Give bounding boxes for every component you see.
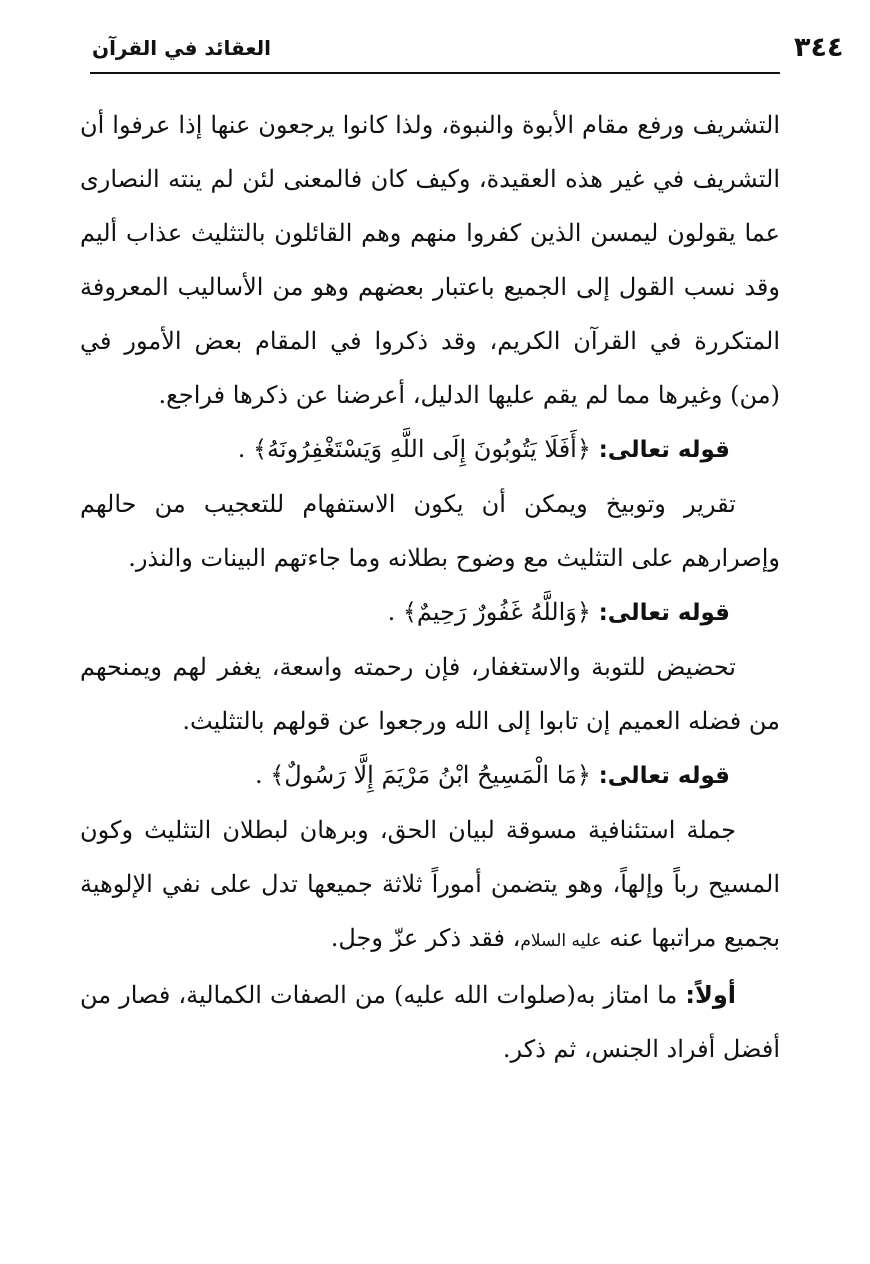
verse-lead: قوله تعالى: xyxy=(598,437,730,463)
quran-verse: ﴿وَاللَّهُ غَفُورٌ رَحِيمٌ﴾ . xyxy=(387,598,591,626)
paragraph: تحضيض للتوبة والاستغفار، فإن رحمته واسعة، يغفر لهم ويمنحهم من فضله العميم إن تابوا إلى الله ورجعوا عن قولهم بالتثليث. xyxy=(80,653,780,735)
verse-heading xyxy=(80,748,780,803)
paragraph xyxy=(80,968,780,1076)
quran-verse: ﴿أَفَلَا يَتُوبُونَ إِلَى اللَّهِ وَيَسْتَغْفِرُونَهُ﴾ . xyxy=(237,435,591,463)
verse-lead: قوله تعالى: xyxy=(598,600,730,626)
paragraph-text: ما امتاز به(صلوات الله عليه) من الصفات الكمالية، فصار من أفضل أفراد الجنس، ثم ذكر. xyxy=(80,981,780,1063)
header-divider xyxy=(90,72,780,74)
verse-heading xyxy=(80,585,780,640)
paragraph xyxy=(80,803,780,968)
paragraph: التشريف ورفع مقام الأبوة والنبوة، ولذا كانوا يرجعون عنها إذا عرفوا أن التشريف في غير هذه العقيدة، وكيف كان فالمعنى لئن لم ينته النصارى عما يقولون ليمسن الذين كفروا منهم وهم القائلون بالتثليث عذاب أليم وقد نسب القول إلى الجميع باعتبار بعضهم وهو من الأساليب المعروفة المتكررة في القرآن الكريم، وقد ذكروا في المقام بعض الأمور في (من) وغيرها مما لم يقم عليها الدليل، أعرضنا عن ذكرها فراجع. xyxy=(80,111,781,409)
point-lead: أولاً: xyxy=(685,981,736,1009)
page-body xyxy=(80,98,780,1076)
quran-verse: ﴿مَا الْمَسِيحُ ابْنُ مَرْيَمَ إِلَّا رَسُولٌ﴾ . xyxy=(254,761,591,789)
paragraph-text: ، فقد ذكر عزّ وجل. xyxy=(330,924,521,952)
running-title: العقائد في القرآن xyxy=(92,36,272,60)
paragraph: تقرير وتوبيخ ويمكن أن يكون الاستفهام للتعجيب من حالهم وإصرارهم على التثليث مع وضوح بطلانه وما جاءتهم البينات والنذر. xyxy=(80,490,780,572)
page-header xyxy=(90,30,844,70)
page-number: ٣٤٤ xyxy=(794,32,844,63)
paragraph-text: جملة استئنافية مسوقة لبيان الحق، وبرهان لبطلان التثليث وكون المسيح رباً وإلهاً، وهو يتضمن أموراً ثلاثة جميعها تدل على نفي الإلوهية بجميع مراتبها عنه xyxy=(80,816,780,952)
honorific-glyph: عليه السلام xyxy=(520,931,602,951)
verse-lead: قوله تعالى: xyxy=(598,763,730,789)
verse-heading xyxy=(80,422,780,477)
